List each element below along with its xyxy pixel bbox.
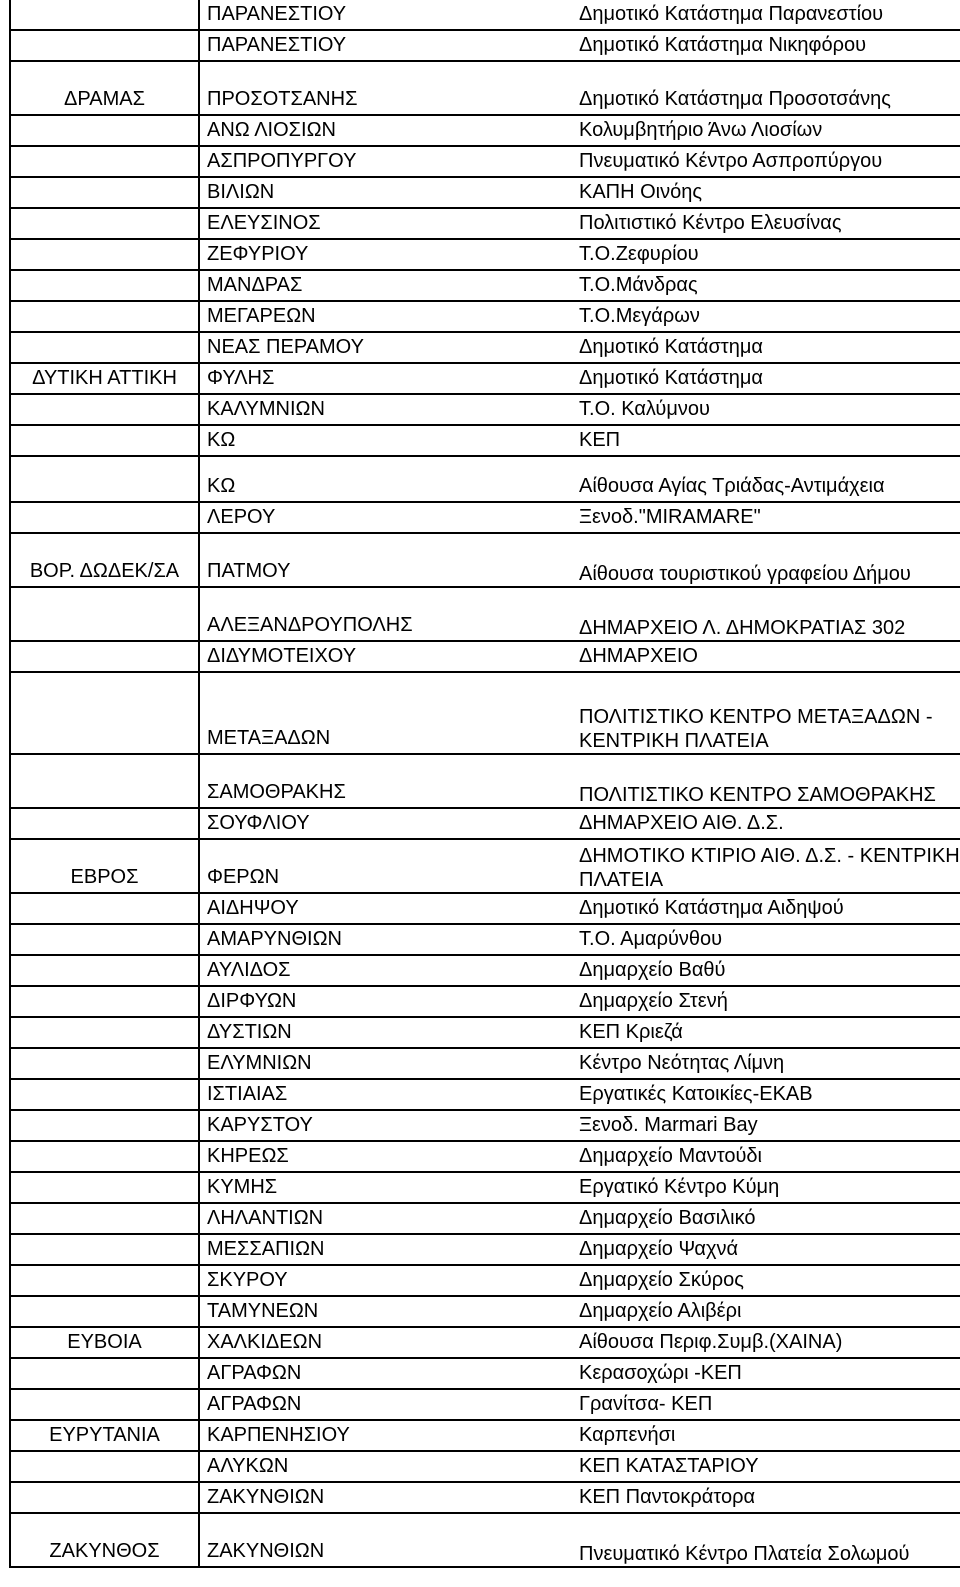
- venue-cell: ΠΟΛΙΤΙΣΤΙΚΟ ΚΕΝΤΡΟ ΣΑΜΟΘΡΑΚΗΣ: [573, 754, 960, 808]
- table-row: [10, 61, 960, 115]
- venue-cell: Τ.Ο.Ζεφυρίου: [573, 239, 960, 270]
- venue-cell: Δημαρχείο Βαθύ: [573, 955, 960, 986]
- table-row: [10, 1420, 960, 1451]
- municipality-cell: ΣΚΥΡΟΥ: [199, 1265, 573, 1296]
- table-row: [10, 924, 960, 955]
- venue-cell: Τ.Ο. Αμαρύνθου: [573, 924, 960, 955]
- table-row: [10, 1451, 960, 1482]
- table-row: [10, 270, 960, 301]
- venue-cell: Αίθουσα Αγίας Τριάδας-Αντιμάχεια: [573, 456, 960, 502]
- venue-cell: ΔΗΜΑΡΧΕΙΟ ΑΙΘ. Δ.Σ.: [573, 808, 960, 839]
- table-row: [10, 1513, 960, 1567]
- region-cell: [10, 1203, 199, 1234]
- table-row: [10, 502, 960, 533]
- region-cell: ΖΑΚΥΝΘΟΣ: [10, 1513, 199, 1567]
- region-cell: [10, 924, 199, 955]
- region-cell: [10, 1265, 199, 1296]
- table-row: [10, 1296, 960, 1327]
- table-body: [10, 0, 960, 1567]
- municipality-cell: ΚΑΡΥΣΤΟΥ: [199, 1110, 573, 1141]
- municipality-cell: ΤΑΜΥΝΕΩΝ: [199, 1296, 573, 1327]
- table-row: [10, 394, 960, 425]
- venue-cell: Αίθουσα Περιφ.Συμβ.(ΧΑΙΝΑ): [573, 1327, 960, 1358]
- municipality-cell: ΑΙΔΗΨΟΥ: [199, 893, 573, 924]
- venue-cell: Πολιτιστικό Κέντρο Ελευσίνας: [573, 208, 960, 239]
- municipality-cell: ΕΛΥΜΝΙΩΝ: [199, 1048, 573, 1079]
- region-cell: ΒΟΡ. ΔΩΔΕΚ/ΣΑ: [10, 533, 199, 587]
- municipality-cell: ΦΕΡΩΝ: [199, 839, 573, 893]
- venue-cell: Δημοτικό Κατάστημα: [573, 332, 960, 363]
- region-cell: [10, 0, 199, 30]
- municipality-cell: ΕΛΕΥΣΙΝΟΣ: [199, 208, 573, 239]
- venue-cell: Πνευματικό Κέντρο Ασπροπύργου: [573, 146, 960, 177]
- venue-cell: ΔΗΜΟΤΙΚΟ ΚΤΙΡΙΟ ΑΙΘ. Δ.Σ. - ΚΕΝΤΡΙΚΗ ΠΛΑΤΕΙΑ: [573, 839, 960, 893]
- table-row: [10, 239, 960, 270]
- table-row: [10, 1265, 960, 1296]
- venue-cell: Δημαρχείο Βασιλικό: [573, 1203, 960, 1234]
- venue-cell: Ξενοδ. Marmari Bay: [573, 1110, 960, 1141]
- region-cell: [10, 893, 199, 924]
- region-cell: [10, 1079, 199, 1110]
- table-row: [10, 30, 960, 61]
- municipality-cell: ΠΡΟΣΟΤΣΑΝΗΣ: [199, 61, 573, 115]
- venue-cell: Κερασοχώρι -ΚΕΠ: [573, 1358, 960, 1389]
- region-cell: [10, 1172, 199, 1203]
- region-cell: [10, 1389, 199, 1420]
- table-row: [10, 533, 960, 587]
- table-row: [10, 146, 960, 177]
- municipality-cell: ΚΩ: [199, 456, 573, 502]
- municipality-cell: ΑΣΠΡΟΠΥΡΓΟΥ: [199, 146, 573, 177]
- venue-cell: Δημοτικό Κατάστημα Αιδηψού: [573, 893, 960, 924]
- region-cell: [10, 754, 199, 808]
- table-row: [10, 177, 960, 208]
- municipality-cell: ΙΣΤΙΑΙΑΣ: [199, 1079, 573, 1110]
- municipality-cell: ΑΝΩ ΛΙΟΣΙΩΝ: [199, 115, 573, 146]
- region-cell: ΔΥΤΙΚΗ ΑΤΤΙΚΗ: [10, 363, 199, 394]
- municipality-cell: ΖΕΦΥΡΙΟΥ: [199, 239, 573, 270]
- table-row: [10, 672, 960, 754]
- table-row: [10, 986, 960, 1017]
- region-cell: [10, 1017, 199, 1048]
- venue-cell: Δημαρχείο Μαντούδι: [573, 1141, 960, 1172]
- municipality-cell: ΜΕΓΑΡΕΩΝ: [199, 301, 573, 332]
- municipality-cell: ΑΓΡΑΦΩΝ: [199, 1389, 573, 1420]
- venue-cell: ΔΗΜΑΡΧΕΙΟ: [573, 641, 960, 672]
- region-cell: [10, 986, 199, 1017]
- venue-cell: Πνευματικό Κέντρο Πλατεία Σολωμού: [573, 1513, 960, 1567]
- table-row: [10, 955, 960, 986]
- venue-cell: Δημοτικό Κατάστημα Παρανεστίου: [573, 0, 960, 30]
- region-cell: [10, 1048, 199, 1079]
- venue-cell: Εργατικό Κέντρο Κύμη: [573, 1172, 960, 1203]
- table-row: [10, 1389, 960, 1420]
- table-row: [10, 301, 960, 332]
- table-row: [10, 0, 960, 30]
- municipality-cell: ΔΥΣΤΙΩΝ: [199, 1017, 573, 1048]
- municipality-cell: ΣΟΥΦΛΙΟΥ: [199, 808, 573, 839]
- table-row: [10, 1358, 960, 1389]
- region-cell: ΕΥΡΥΤΑΝΙΑ: [10, 1420, 199, 1451]
- table-row: [10, 754, 960, 808]
- municipality-cell: ΛΗΛΑΝΤΙΩΝ: [199, 1203, 573, 1234]
- municipality-cell: ΧΑΛΚΙΔΕΩΝ: [199, 1327, 573, 1358]
- region-cell: [10, 1482, 199, 1513]
- municipality-cell: ΑΓΡΑΦΩΝ: [199, 1358, 573, 1389]
- region-cell: [10, 177, 199, 208]
- venue-cell: Κολυμβητήριο Άνω Λιοσίων: [573, 115, 960, 146]
- table-row: [10, 1172, 960, 1203]
- region-cell: ΕΥΒΟΙΑ: [10, 1327, 199, 1358]
- table-row: [10, 808, 960, 839]
- region-cell: [10, 1358, 199, 1389]
- table-row: [10, 363, 960, 394]
- venue-cell: ΚΕΠ Κριεζά: [573, 1017, 960, 1048]
- table-row: [10, 839, 960, 893]
- municipality-cell: ΔΙΔΥΜΟΤΕΙΧΟΥ: [199, 641, 573, 672]
- region-cell: [10, 1234, 199, 1265]
- municipality-cell: ΜΕΣΣΑΠΙΩΝ: [199, 1234, 573, 1265]
- region-cell: [10, 301, 199, 332]
- municipality-cell: ΒΙΛΙΩΝ: [199, 177, 573, 208]
- venue-cell: Ξενοδ."MIRAMARE": [573, 502, 960, 533]
- municipality-cell: ΑΥΛΙΔΟΣ: [199, 955, 573, 986]
- venue-cell: Δημοτικό Κατάστημα Νικηφόρου: [573, 30, 960, 61]
- municipality-cell: ΝΕΑΣ ΠΕΡΑΜΟΥ: [199, 332, 573, 363]
- venue-cell: ΚΕΠ ΚΑΤΑΣΤΑΡΙΟΥ: [573, 1451, 960, 1482]
- venue-cell: ΚΕΠ: [573, 425, 960, 456]
- table-row: [10, 1482, 960, 1513]
- region-cell: [10, 808, 199, 839]
- table-row: [10, 1327, 960, 1358]
- region-cell: [10, 1296, 199, 1327]
- municipality-cell: ΚΑΛΥΜΝΙΩΝ: [199, 394, 573, 425]
- region-cell: [10, 641, 199, 672]
- table-row: [10, 1203, 960, 1234]
- municipality-cell: ΜΕΤΑΞΑΔΩΝ: [199, 672, 573, 754]
- region-cell: [10, 1110, 199, 1141]
- table-row: [10, 1234, 960, 1265]
- municipality-cell: ΑΜΑΡΥΝΘΙΩΝ: [199, 924, 573, 955]
- region-cell: [10, 502, 199, 533]
- table-row: [10, 425, 960, 456]
- venue-cell: ΔΗΜΑΡΧΕΙΟ Λ. ΔΗΜΟΚΡΑΤΙΑΣ 302: [573, 587, 960, 641]
- table-row: [10, 893, 960, 924]
- venue-cell: Κέντρο Νεότητας Λίμνη: [573, 1048, 960, 1079]
- venue-cell: Αίθουσα τουριστικού γραφείου Δήμου: [573, 533, 960, 587]
- venue-cell: Εργατικές Κατοικίες-ΕΚΑΒ: [573, 1079, 960, 1110]
- municipality-cell: ΚΗΡΕΩΣ: [199, 1141, 573, 1172]
- table-row: [10, 1048, 960, 1079]
- region-cell: [10, 270, 199, 301]
- region-cell: [10, 115, 199, 146]
- table-row: [10, 587, 960, 641]
- venue-cell: Δημαρχείο Σκύρος: [573, 1265, 960, 1296]
- region-cell: [10, 332, 199, 363]
- venue-cell: ΚΑΠΗ Οινόης: [573, 177, 960, 208]
- table-row: [10, 1017, 960, 1048]
- region-cell: [10, 456, 199, 502]
- municipality-cell: ΑΛΥΚΩΝ: [199, 1451, 573, 1482]
- municipality-cell: ΖΑΚΥΝΘΙΩΝ: [199, 1513, 573, 1567]
- venue-cell: Τ.Ο.Μάνδρας: [573, 270, 960, 301]
- region-cell: [10, 30, 199, 61]
- venue-cell: Τ.Ο.Μεγάρων: [573, 301, 960, 332]
- municipality-cell: ΦΥΛΗΣ: [199, 363, 573, 394]
- region-cell: [10, 1141, 199, 1172]
- region-cell: [10, 394, 199, 425]
- table-row: [10, 208, 960, 239]
- table-row: [10, 456, 960, 502]
- venue-cell: Καρπενήσι: [573, 1420, 960, 1451]
- polling-venues-table: [9, 0, 960, 1568]
- venue-cell: ΠΟΛΙΤΙΣΤΙΚΟ ΚΕΝΤΡΟ ΜΕΤΑΞΑΔΩΝ - ΚΕΝΤΡΙΚΗ ΠΛΑΤΕΙΑ: [573, 672, 960, 754]
- venue-cell: Δημοτικό Κατάστημα: [573, 363, 960, 394]
- region-cell: [10, 425, 199, 456]
- venue-cell: Τ.Ο. Καλύμνου: [573, 394, 960, 425]
- region-cell: [10, 587, 199, 641]
- region-cell: ΔΡΑΜΑΣ: [10, 61, 199, 115]
- venue-cell: Δημοτικό Κατάστημα Προσοτσάνης: [573, 61, 960, 115]
- municipality-cell: ΑΛΕΞΑΝΔΡΟΥΠΟΛΗΣ: [199, 587, 573, 641]
- venue-cell: Γρανίτσα- ΚΕΠ: [573, 1389, 960, 1420]
- region-cell: [10, 146, 199, 177]
- venue-cell: Δημαρχείο Ψαχνά: [573, 1234, 960, 1265]
- municipality-cell: ΚΥΜΗΣ: [199, 1172, 573, 1203]
- municipality-cell: ΔΙΡΦΥΩΝ: [199, 986, 573, 1017]
- municipality-cell: ΣΑΜΟΘΡΑΚΗΣ: [199, 754, 573, 808]
- municipality-cell: ΛΕΡΟΥ: [199, 502, 573, 533]
- municipality-cell: ΜΑΝΔΡΑΣ: [199, 270, 573, 301]
- municipality-cell: ΠΑΤΜΟΥ: [199, 533, 573, 587]
- venue-cell: ΚΕΠ Παντοκράτορα: [573, 1482, 960, 1513]
- municipality-cell: ΚΑΡΠΕΝΗΣΙΟΥ: [199, 1420, 573, 1451]
- region-cell: [10, 955, 199, 986]
- venue-cell: Δημαρχείο Στενή: [573, 986, 960, 1017]
- table-row: [10, 1079, 960, 1110]
- venue-cell: Δημαρχείο Αλιβέρι: [573, 1296, 960, 1327]
- table-row: [10, 1141, 960, 1172]
- region-cell: [10, 208, 199, 239]
- municipality-cell: ΠΑΡΑΝΕΣΤΙΟΥ: [199, 30, 573, 61]
- region-cell: ΕΒΡΟΣ: [10, 839, 199, 893]
- municipality-cell: ΚΩ: [199, 425, 573, 456]
- table-row: [10, 115, 960, 146]
- table-row: [10, 332, 960, 363]
- region-cell: [10, 672, 199, 754]
- region-cell: [10, 239, 199, 270]
- municipality-cell: ΠΑΡΑΝΕΣΤΙΟΥ: [199, 0, 573, 30]
- municipality-cell: ΖΑΚΥΝΘΙΩΝ: [199, 1482, 573, 1513]
- table-row: [10, 641, 960, 672]
- table-row: [10, 1110, 960, 1141]
- region-cell: [10, 1451, 199, 1482]
